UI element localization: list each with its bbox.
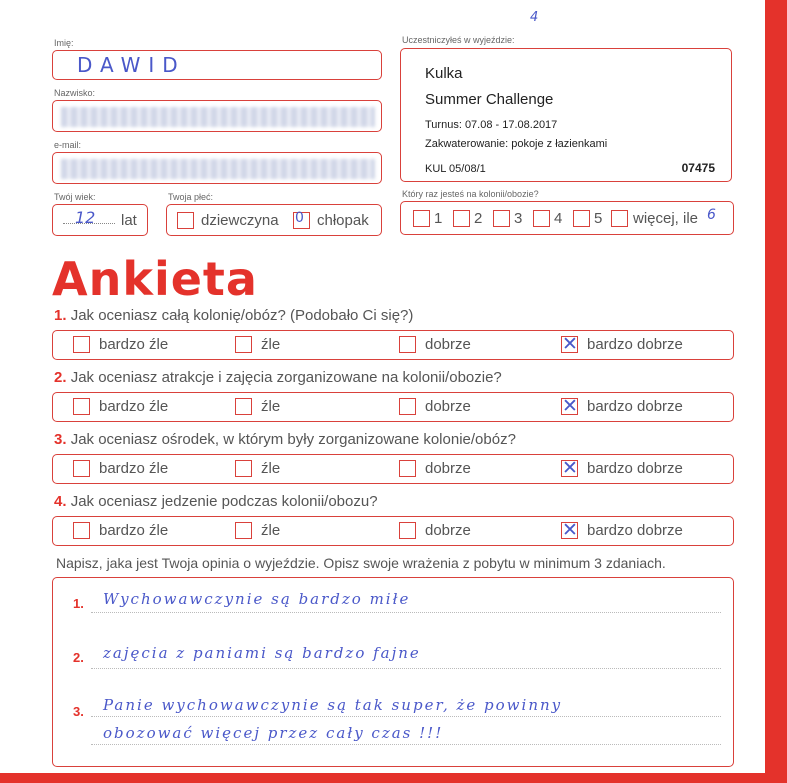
nazwisko-field[interactable] <box>52 100 382 132</box>
ktory-raz-label: Który raz jesteś na kolonii/obozie? <box>402 189 539 199</box>
rating-checkbox-2-1[interactable] <box>73 398 90 415</box>
rating-option-label: źle <box>261 460 281 477</box>
question-text: Jak oceniasz ośrodek, w którym były zorganizowane kolonie/obóz? <box>70 431 516 448</box>
imie-label: Imię: <box>54 38 74 48</box>
rating-option-label: dobrze <box>425 398 471 415</box>
opinion-line-num-3: 3. <box>73 704 84 719</box>
wiek-label: Twój wiek: <box>54 192 96 202</box>
rating-checkbox-2-2[interactable] <box>235 398 252 415</box>
email-field[interactable] <box>52 152 382 184</box>
plec-field <box>166 204 382 236</box>
opinion-line-num-1: 1. <box>73 596 84 611</box>
plec-label: Twoja płeć: <box>168 192 214 202</box>
rating-row-4 <box>52 516 734 546</box>
ktory-raz-field <box>400 201 734 235</box>
rating-row-1 <box>52 330 734 360</box>
rating-option-label: źle <box>261 398 281 415</box>
wiek-value: 12 <box>75 208 96 227</box>
rating-option-label: bardzo źle <box>99 522 169 539</box>
opinion-line-4: obozować więcej przez cały czas !!! <box>103 724 444 742</box>
rating-checkbox-1-4[interactable]: ✕ <box>562 333 578 355</box>
ticket-turnus: Turnus: 07.08 - 17.08.2017 <box>425 119 558 131</box>
nazwisko-label: Nazwisko: <box>54 88 96 98</box>
raz-value: 6 <box>707 207 716 223</box>
checkbox-dziewczyna[interactable] <box>177 212 194 229</box>
nazwisko-redacted <box>61 107 375 127</box>
question-text: Jak oceniasz jedzenie podczas kolonii/obozu? <box>70 493 378 510</box>
question-number: 4. <box>54 493 67 510</box>
rating-checkbox-2-4[interactable]: ✕ <box>562 395 578 417</box>
ticket-program: Summer Challenge <box>425 91 554 108</box>
imie-field[interactable] <box>52 50 382 80</box>
red-border-right <box>765 0 787 783</box>
rating-option-label: źle <box>261 336 281 353</box>
rating-option-label: bardzo dobrze <box>587 336 683 353</box>
rating-option-label: źle <box>261 522 281 539</box>
opinion-line-num-2: 2. <box>73 650 84 665</box>
rating-checkbox-1-1[interactable] <box>73 336 90 353</box>
opinion-label: Napisz, jaka jest Twoja opinia o wyjeździe. Opisz swoje wrażenia z pobytu w minimum 3 zdaniach. <box>56 555 666 571</box>
rating-option-label: bardzo dobrze <box>587 460 683 477</box>
rating-option-label: bardzo źle <box>99 336 169 353</box>
rating-row-3 <box>52 454 734 484</box>
rating-checkbox-4-1[interactable] <box>73 522 90 539</box>
ticket-code: KUL 05/08/1 <box>425 163 486 175</box>
rating-checkbox-1-2[interactable] <box>235 336 252 353</box>
opinion-line-2: zajęcia z paniami są bardzo fajne <box>103 644 421 662</box>
opinion-line-1: Wychowawczynie są bardzo miłe <box>103 590 411 608</box>
raz-option-1: 1 <box>434 210 443 227</box>
rating-checkbox-4-3[interactable] <box>399 522 416 539</box>
rating-checkbox-4-4[interactable]: ✕ <box>562 519 578 541</box>
checkbox-raz-4[interactable] <box>533 210 550 227</box>
question-2 <box>54 369 502 386</box>
plec-option-dziewczyna: dziewczyna <box>201 212 279 229</box>
rating-option-label: bardzo dobrze <box>587 522 683 539</box>
checkbox-chlopak[interactable]: 0 <box>293 212 310 229</box>
rating-checkbox-3-2[interactable] <box>235 460 252 477</box>
checkbox-raz-wiecej[interactable] <box>611 210 628 227</box>
ticket-number: 07475 <box>681 161 715 175</box>
wiek-unit: lat <box>121 212 137 229</box>
checkbox-raz-3[interactable] <box>493 210 510 227</box>
rating-checkbox-1-3[interactable] <box>399 336 416 353</box>
ticket-name: Kulka <box>425 65 463 82</box>
email-redacted <box>61 159 375 179</box>
opinion-box[interactable] <box>52 577 734 767</box>
uczestniczyles-label: Uczestniczyłeś w wyjeździe: <box>402 35 515 45</box>
rating-option-label: bardzo źle <box>99 460 169 477</box>
question-number: 1. <box>54 307 67 324</box>
imie-value: DAWID <box>77 53 186 77</box>
rating-checkbox-3-4[interactable]: ✕ <box>562 457 578 479</box>
rating-option-label: bardzo źle <box>99 398 169 415</box>
survey-title: Ankieta <box>52 252 258 306</box>
question-number: 3. <box>54 431 67 448</box>
rating-option-label: dobrze <box>425 522 471 539</box>
rating-row-2 <box>52 392 734 422</box>
rating-option-label: dobrze <box>425 460 471 477</box>
trip-ticket <box>400 48 732 182</box>
top-mark: 4 <box>530 10 539 25</box>
wiek-field[interactable] <box>52 204 148 236</box>
raz-option-4: 4 <box>554 210 563 227</box>
rating-checkbox-4-2[interactable] <box>235 522 252 539</box>
question-number: 2. <box>54 369 67 386</box>
red-border-bottom <box>0 773 787 783</box>
question-text: Jak oceniasz całą kolonię/obóz? (Podobało Ci się?) <box>70 307 414 324</box>
rating-option-label: dobrze <box>425 336 471 353</box>
raz-option-5: 5 <box>594 210 603 227</box>
email-label: e-mail: <box>54 140 82 150</box>
raz-option-2: 2 <box>474 210 483 227</box>
checkbox-raz-1[interactable] <box>413 210 430 227</box>
raz-option-wiecej: więcej, ile <box>633 210 699 227</box>
plec-option-chlopak: chłopak <box>317 212 369 229</box>
checkbox-raz-2[interactable] <box>453 210 470 227</box>
rating-checkbox-2-3[interactable] <box>399 398 416 415</box>
rating-checkbox-3-3[interactable] <box>399 460 416 477</box>
question-text: Jak oceniasz atrakcje i zajęcia zorganizowane na kolonii/obozie? <box>70 369 502 386</box>
ticket-zakwaterowanie: Zakwaterowanie: pokoje z łazienkami <box>425 138 608 150</box>
opinion-line-3: Panie wychowawczynie są tak super, że powinny <box>103 696 563 714</box>
question-4 <box>54 493 378 510</box>
checkbox-raz-5[interactable] <box>573 210 590 227</box>
raz-option-3: 3 <box>514 210 523 227</box>
question-3 <box>54 431 516 448</box>
rating-option-label: bardzo dobrze <box>587 398 683 415</box>
question-1 <box>54 307 413 324</box>
rating-checkbox-3-1[interactable] <box>73 460 90 477</box>
